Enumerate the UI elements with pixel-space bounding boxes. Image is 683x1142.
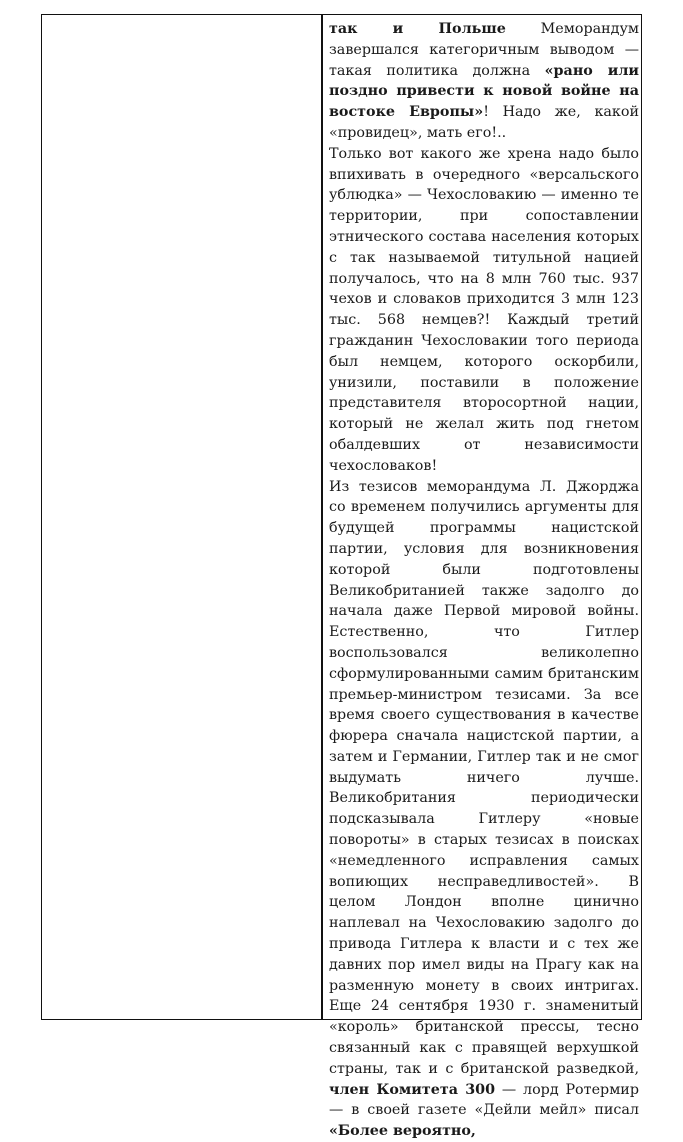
text-segment: Меморандум завершался категоричным выводом — такая политика должна <box>329 21 639 79</box>
paragraph-1 <box>329 19 639 144</box>
text-segment: член Комитета 300 <box>329 1081 496 1098</box>
right-column-text <box>329 19 639 1140</box>
text-segment: так и Польше <box>329 21 506 37</box>
text-segment: Из тезисов меморандума Л. Джорджа со временем получились аргументы для будущей программы нацистской партии, условия для возникновения которой были подготовлены Великобританией также задолго до начала даже Первой мировой войны. Естественно, что Гитлер воспользовался великолепно сформулированными самим британским премьер-министром тезисами. За все время своего существования в качестве фюрера сначала нацистской партии, а затем и Германии, Гитлер так и не смог выдумать ничего лучше. Великобритания периодически подсказывала Гитлеру «новые повороты» в старых тезисах в поисках «немедленного исправления самых вопиющих несправедливостей». В целом Лондон вполне цинично наплевал на Чехословакию задолго до привода Гитлера к власти и с тех же давних пор имел виды на Прагу как на разменную монету в своих интригах. Еще 24 сентября 1930 г. знаменитый «король» британской прессы, тесно связанный как с правящей верхушкой страны, так и с британской разведкой, <box>329 478 639 1077</box>
column-divider <box>321 15 323 1019</box>
text-segment: — лорд Ротермир — в своей газете «Дейли мейл» писал <box>329 1081 639 1119</box>
text-segment: ! Надо же, какой «провидец», мать его!.. <box>329 104 639 141</box>
paragraph-2 <box>329 144 639 477</box>
paragraph-3 <box>329 477 639 1142</box>
page-table <box>41 14 642 1140</box>
text-segment: «рано или поздно привести к новой войне на востоке Европы» <box>329 62 639 121</box>
text-segment: Только вот какого же хрена надо было впихивать в очередного «версальского ублюдка» — Чехословакию — именно те территории, при сопоставлении этнического состава населения которых с так называемой титульной нацией получалось, что на 8 млн 760 тыс. 937 чехов и словаков приходится 3 млн 123 тыс. 568 немцев?! Каждый третий гражданин Чехословакии того периода был немцем, которого оскорбили, унизили, поставили в положение представителя второсортной нации, который не желал жить под гнетом обалдевших от независимости чехословаков! <box>329 145 639 474</box>
left-column-cell <box>42 15 321 1019</box>
text-segment: «Более вероятно, <box>329 1123 476 1140</box>
